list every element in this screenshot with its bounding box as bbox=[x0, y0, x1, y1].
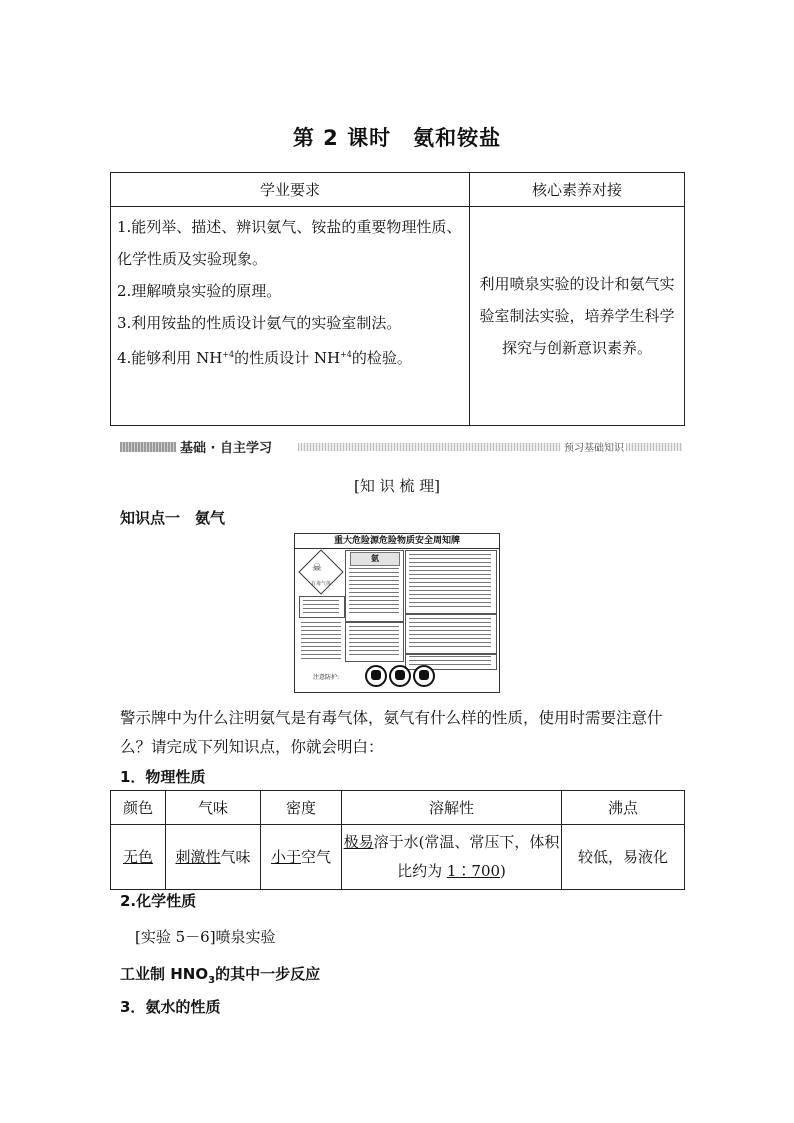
sign-text-lines bbox=[349, 626, 399, 656]
banner-right-bar bbox=[626, 443, 682, 451]
section-physical-properties: 1．物理性质 bbox=[120, 768, 206, 786]
industrial-reaction-heading bbox=[120, 963, 320, 986]
phys-odor-rest: 气味 bbox=[220, 847, 251, 866]
phys-header-color: 颜色 bbox=[111, 791, 166, 825]
req-items bbox=[111, 207, 470, 426]
ammonium-charge: +4 bbox=[222, 350, 235, 359]
sign-text-lines bbox=[409, 618, 491, 648]
phys-sol-ratio: 1∶700 bbox=[446, 862, 501, 880]
industrial-sub: 3 bbox=[208, 975, 216, 986]
sign-text-lines bbox=[301, 622, 341, 660]
hazard-warning-sign bbox=[294, 533, 500, 693]
sign-text-lines bbox=[303, 600, 339, 614]
skull-icon: ☠ bbox=[312, 561, 322, 574]
phys-density bbox=[261, 825, 342, 890]
knowledge-point-1: 知识点一 氨气 bbox=[120, 509, 226, 527]
sign-header: 重大危险源危险物质安全周知牌 bbox=[295, 534, 499, 549]
phys-density-rest: 空气 bbox=[301, 847, 332, 866]
industrial-b: 的其中一步反应 bbox=[215, 965, 321, 983]
gloves-icon bbox=[413, 665, 435, 687]
req-header-1: 学业要求 bbox=[111, 173, 470, 207]
req-item4-a: 4.能够利用 NH bbox=[117, 349, 223, 367]
req-item4-c: 的检验。 bbox=[351, 349, 412, 367]
phys-header-density: 密度 bbox=[261, 791, 342, 825]
knowledge-heading: [知 识 梳 理] bbox=[353, 477, 440, 495]
phys-odor-underlined: 刺激性 bbox=[175, 847, 221, 866]
experiment-label: [实验 5－6]喷泉实验 bbox=[135, 928, 276, 946]
sign-text-lines bbox=[409, 554, 491, 609]
phys-odor bbox=[166, 825, 261, 890]
phys-header-odor: 气味 bbox=[166, 791, 261, 825]
page-title: 第 2 课时 氨和铵盐 bbox=[292, 126, 502, 150]
phys-density-underlined: 小于 bbox=[270, 847, 301, 866]
intro-paragraph: 警示牌中为什么注明氨气是有毒气体，氨气有什么样的性质，使用时需要注意什么？请完成下列知识点，你就会明白： bbox=[120, 709, 663, 756]
req-item bbox=[117, 339, 463, 374]
phys-color bbox=[111, 825, 166, 890]
gas-mask-icon bbox=[389, 665, 411, 687]
phys-header-boiling: 沸点 bbox=[562, 791, 685, 825]
section-chemical-properties: 2.化学性质 bbox=[120, 892, 197, 910]
banner-label: 基础 · 自主学习 bbox=[180, 441, 272, 456]
req-item4-b: 的性质设计 NH bbox=[234, 349, 341, 367]
core-literacy: 利用喷泉实验的设计和氨气实验室制法实验，培养学生科学探究与创新意识素养。 bbox=[470, 207, 685, 426]
requirements-table bbox=[110, 172, 685, 426]
physical-properties-table bbox=[110, 790, 685, 890]
req-item: 3.利用铵盐的性质设计氨气的实验室制法。 bbox=[117, 314, 402, 332]
banner-right-label: 预习基础知识 bbox=[564, 443, 624, 454]
phys-solubility bbox=[342, 825, 562, 890]
phys-boiling: 较低，易液化 bbox=[562, 825, 685, 890]
industrial-a: 工业制 HNO bbox=[120, 965, 209, 983]
sign-notice: 注意防护: bbox=[313, 674, 340, 681]
req-header-2: 核心素养对接 bbox=[470, 173, 685, 207]
protective-suit-icon bbox=[365, 665, 387, 687]
req-item: 2.理解喷泉实验的原理。 bbox=[117, 282, 282, 300]
section-banner bbox=[120, 438, 682, 456]
toxic-label: 有毒气体 bbox=[310, 581, 331, 587]
section-ammonia-water: 3．氨水的性质 bbox=[120, 998, 221, 1016]
chemical-name: 氨 bbox=[350, 552, 400, 566]
ammonium-charge: +4 bbox=[340, 350, 352, 359]
phys-sol-text: 溶于水(常温、常压下，体积比约为 bbox=[373, 833, 560, 880]
banner-left-bar bbox=[120, 442, 176, 452]
banner-mid-bar bbox=[298, 443, 560, 451]
phys-sol-underlined: 极易 bbox=[343, 833, 374, 851]
sign-text-lines bbox=[349, 568, 399, 616]
phys-sol-end: ) bbox=[500, 862, 506, 880]
phys-header-solubility: 溶解性 bbox=[342, 791, 562, 825]
phys-color-value: 无色 bbox=[122, 847, 153, 866]
req-item: 1.能列举、描述、辨识氨气、铵盐的重要物理性质、化学性质及实验现象。 bbox=[117, 218, 462, 268]
